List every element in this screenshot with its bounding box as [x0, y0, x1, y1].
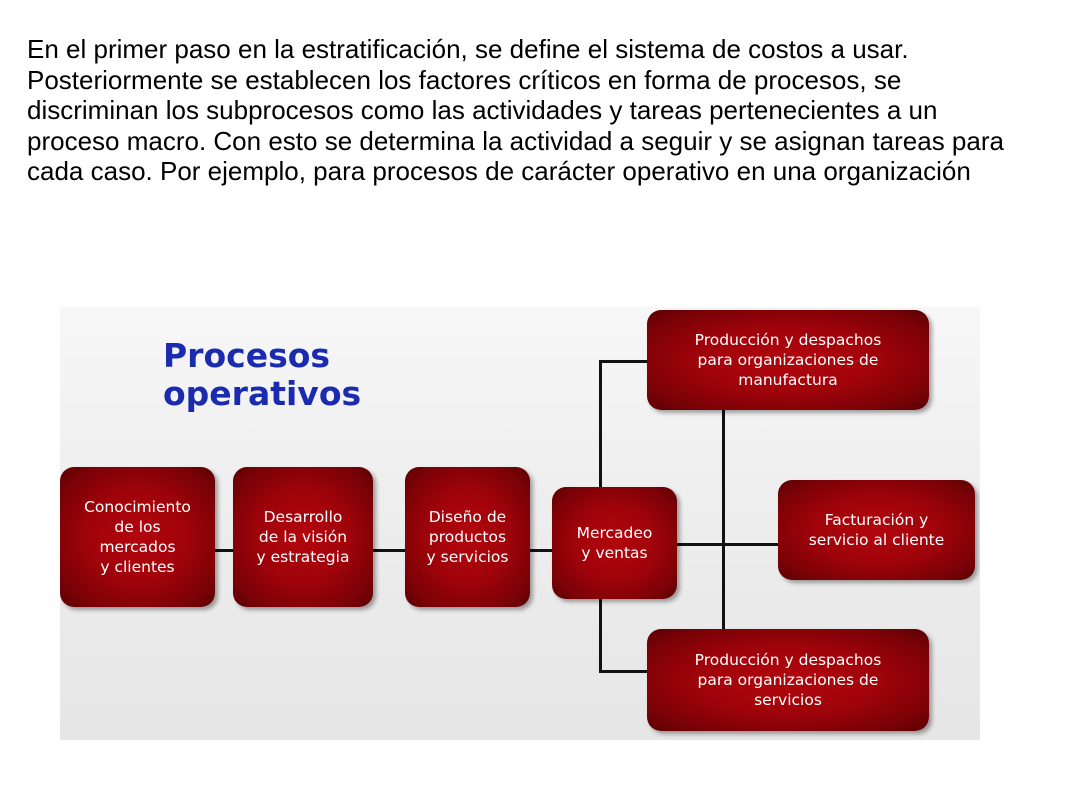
node-produccion-servicios: Producción y despachos para organizaciones de servicios: [647, 629, 929, 731]
connector-conocimiento-desarrollo: [215, 549, 233, 552]
node-produccion-manufactura: Producción y despachos para organizaciones de manufactura: [647, 310, 929, 410]
connector-diseno-mercadeo: [530, 549, 552, 552]
connector-mercadeo-trunk: [677, 543, 722, 546]
diagram-title: Procesos operativos: [163, 336, 362, 413]
node-desarrollo-vision: Desarrollo de la visión y estrategia: [233, 467, 373, 607]
connector-to-manufactura: [599, 360, 647, 363]
node-diseno-productos: Diseño de productos y servicios: [405, 467, 530, 607]
node-conocimiento-mercados: Conocimiento de los mercados y clientes: [60, 467, 215, 607]
node-mercadeo-ventas: Mercadeo y ventas: [552, 487, 677, 599]
connector-desarrollo-diseno: [373, 549, 405, 552]
connector-to-servicios: [599, 670, 647, 673]
node-facturacion-servicio: Facturación y servicio al cliente: [778, 480, 975, 580]
intro-paragraph: En el primer paso en la estratificación, se define el sistema de costos a usar. Posteriormente se establecen los factores críticos en forma de procesos, se discriminan los subprocesos como las actividades y tareas pertenecientes a un proceso macro. Con esto se determina la actividad a seguir y se asignan tareas para cada caso. Por ejemplo, para procesos de carácter operativo en una organización: [27, 34, 1004, 186]
connector-main-vertical: [722, 407, 725, 632]
connector-to-facturacion: [725, 543, 778, 546]
operational-processes-diagram: [60, 307, 980, 740]
